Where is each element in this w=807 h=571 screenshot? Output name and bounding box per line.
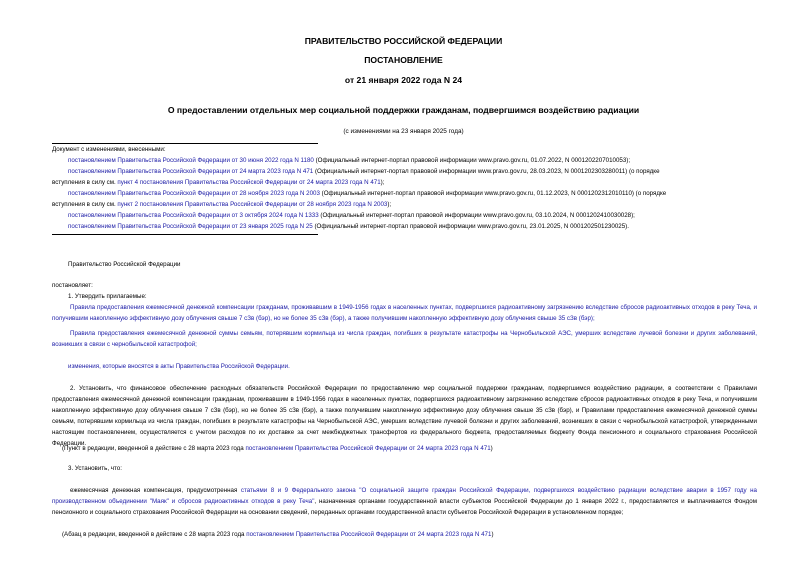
clause-2: 2. Установить, что финансовое обеспечение расходных обязательств Российской Федерации по предоставлению мер социальной поддержки гражданам, подвергшимся воздействию радиации, в соответствии с Правилами предоставления ежемесячной денежной компенсации гражданам, проживавшим в 1949-1956 годах в населенных пунктах, подвергшихся радиоактивному загрязнению вследствие сбросов радиоактивных отходов в реку Теча, и получившим накопленную эффективную дозу облучения свыше 7 сЗв (бэр), но не более 35 сЗв (бэр), а также получившим накопленную эффективную дозу облучения свыше 35 сЗв (бэр), и Правилами предоставления ежемесячной денежной суммы семьям, потерявшим кормильца из числа граждан, погибших в результате катастрофы на Чернобыльской АЭС, умерших вследствие лучевой болезни и других заболеваний, возникших в связи с чернобыльской катастрофой, утвержденными настоящим постановлением, осуществляется с учетом расходов по их доставке за счет межбюджетных трансфертов из федерального бюджета, предоставляемых бюджету Фонда пенсионного и социального страхования Российской Федерации. — [52, 385, 757, 447]
clause-2-note: (Пункт в редакции, введенной в действие с 28 марта 2023 года постановлением Правительства Российской Федерации от 24 марта 2023 года N 471) — [62, 445, 493, 452]
amendments-link-line — [68, 361, 290, 372]
government-name: Правительство Российской Федерации — [68, 261, 181, 268]
rules-2-link[interactable]: Правила предоставления ежемесячной денежной суммы семьям, потерявшим кормильца из числа граждан, погибших в результате катастрофы на Чернобыльской АЭС, умерших вследствие лучевой болезни и других заболеваний, возникших в связи с чернобыльской катастрофой; — [52, 330, 757, 348]
rules-1-link[interactable]: Правила предоставления ежемесячной денежной компенсации гражданам, проживавшим в 1949-1956 годах в населенных пунктах, подвергшихся радиоактивному загрязнению вследствие сбросов радиоактивных отходов в реку Теча, и получившим накопленную эффективную дозу облучения свыше 7 сЗв (бэр), но не более 35 сЗв (бэр), а также получившим накопленную эффективную дозу облучения свыше 35 сЗв (бэр); — [52, 304, 757, 322]
change-item: постановлением Правительства Российской Федерации от 3 октября 2024 года N 1333 (Официальный интернет-портал правовой информации www.pravo.gov.ru, 03.10.2024, N 0001202410030028); — [68, 212, 635, 219]
changes-intro: Документ с изменениями, внесенными: — [52, 146, 166, 153]
clause-3-note: (Абзац в редакции, введенной в действие с 28 марта 2023 года постановлением Правительства Российской Федерации от 24 марта 2023 года N 471) — [62, 531, 494, 538]
amendments-link[interactable]: изменения, которые вносятся в акты Правительства Российской Федерации. — [68, 363, 290, 370]
change-item-cont: вступления в силу см. пункт 2 постановления Правительства Российской Федерации от 28 ноября 2023 года N 2003); — [52, 201, 392, 208]
rules-2-link-para — [52, 328, 757, 350]
org-name: ПРАВИТЕЛЬСТВО РОССИЙСКОЙ ФЕДЕРАЦИИ — [304, 36, 503, 46]
change-link[interactable]: постановлением Правительства Российской Федерации от 3 октября 2024 года N 1333 — [68, 212, 319, 219]
edition-note: (с изменениями на 23 января 2025 года) — [343, 128, 464, 135]
rules-1-link-para — [52, 302, 757, 324]
change-item: постановлением Правительства Российской Федерации от 23 января 2025 года N 25 (Официальный интернет-портал правовой информации www.pravo.gov.ru, 23.01.2025, N 0001202501230025). — [68, 223, 629, 230]
clause-3-para: ежемесячная денежная компенсация, предусмотренная статьями 8 и 9 Федерального закона "О социальной защите граждан Российской Федерации, подвергшихся воздействию радиации вследствие аварии в 1957 году на производственном объединении "Маяк" и сбросов радиоактивных отходов в реку Теча", назначенная органами государственной власти субъектов Российской Федерации до 1 января 2022 г., предоставляется и выплачивается Фондом пенсионного и социального страхования Российской Федерации на основании сведений, переданных органами государственной власти субъектов Российской Федерации в установленном порядке; — [52, 487, 757, 516]
change-link[interactable]: постановлением Правительства Российской Федерации от 23 января 2025 года N 25 — [68, 223, 313, 230]
doc-type: ПОСТАНОВЛЕНИЕ — [364, 55, 443, 65]
change-item: постановлением Правительства Российской Федерации от 28 ноября 2023 года N 2003 (Официальный интернет-портал правовой информации www.pravo.gov.ru, 01.12.2023, N 0001202312010110) (о порядке — [68, 190, 667, 197]
decides-label: постановляет: — [52, 282, 93, 289]
change-item: постановлением Правительства Российской Федерации от 30 июня 2022 года N 1180 (Официальный интернет-портал правовой информации www.pravo.gov.ru, 01.07.2022, N 0001202207010053); — [68, 157, 631, 164]
change-link[interactable]: постановлением Правительства Российской Федерации от 24 марта 2023 года N 471 — [68, 168, 314, 175]
change-item-cont: вступления в силу см. пункт 4 постановления Правительства Российской Федерации от 24 марта 2023 года N 471); — [52, 179, 385, 186]
note-link[interactable]: постановлением Правительства Российской Федерации от 24 марта 2023 года N 471 — [246, 531, 492, 538]
change-link[interactable]: постановлением Правительства Российской Федерации от 30 июня 2022 года N 1180 — [68, 157, 314, 164]
note-link[interactable]: постановлением Правительства Российской Федерации от 24 марта 2023 года N 471 — [245, 445, 491, 452]
change-item: постановлением Правительства Российской Федерации от 24 марта 2023 года N 471 (Официальный интернет-портал правовой информации www.pravo.gov.ru, 28.03.2023, N 0001202303280011) (о порядке — [68, 168, 660, 175]
doc-date-number: от 21 января 2022 года N 24 — [344, 75, 463, 85]
clause-1: 1. Утвердить прилагаемые: — [68, 293, 147, 300]
doc-title: О предоставлении отдельных мер социальной поддержки гражданам, подвергшимся воздействию радиации — [167, 105, 640, 115]
clause-3: 3. Установить, что: — [68, 465, 122, 472]
bottom-divider — [52, 234, 318, 235]
change-link[interactable]: пункт 4 постановления Правительства Российской Федерации от 24 марта 2023 года N 471 — [117, 179, 381, 186]
federal-law-link[interactable]: статьями 8 и 9 Федерального закона "О социальной защите граждан Российской Федерации, подвергшихся воздействию радиации вследствие аварии в 1957 году на производственном объединении "Маяк" и сбросов радиоактивных отходов в реку Теча" — [52, 487, 757, 505]
change-link[interactable]: пункт 2 постановления Правительства Российской Федерации от 28 ноября 2023 года N 2003 — [117, 201, 388, 208]
change-link[interactable]: постановлением Правительства Российской Федерации от 28 ноября 2023 года N 2003 — [68, 190, 320, 197]
